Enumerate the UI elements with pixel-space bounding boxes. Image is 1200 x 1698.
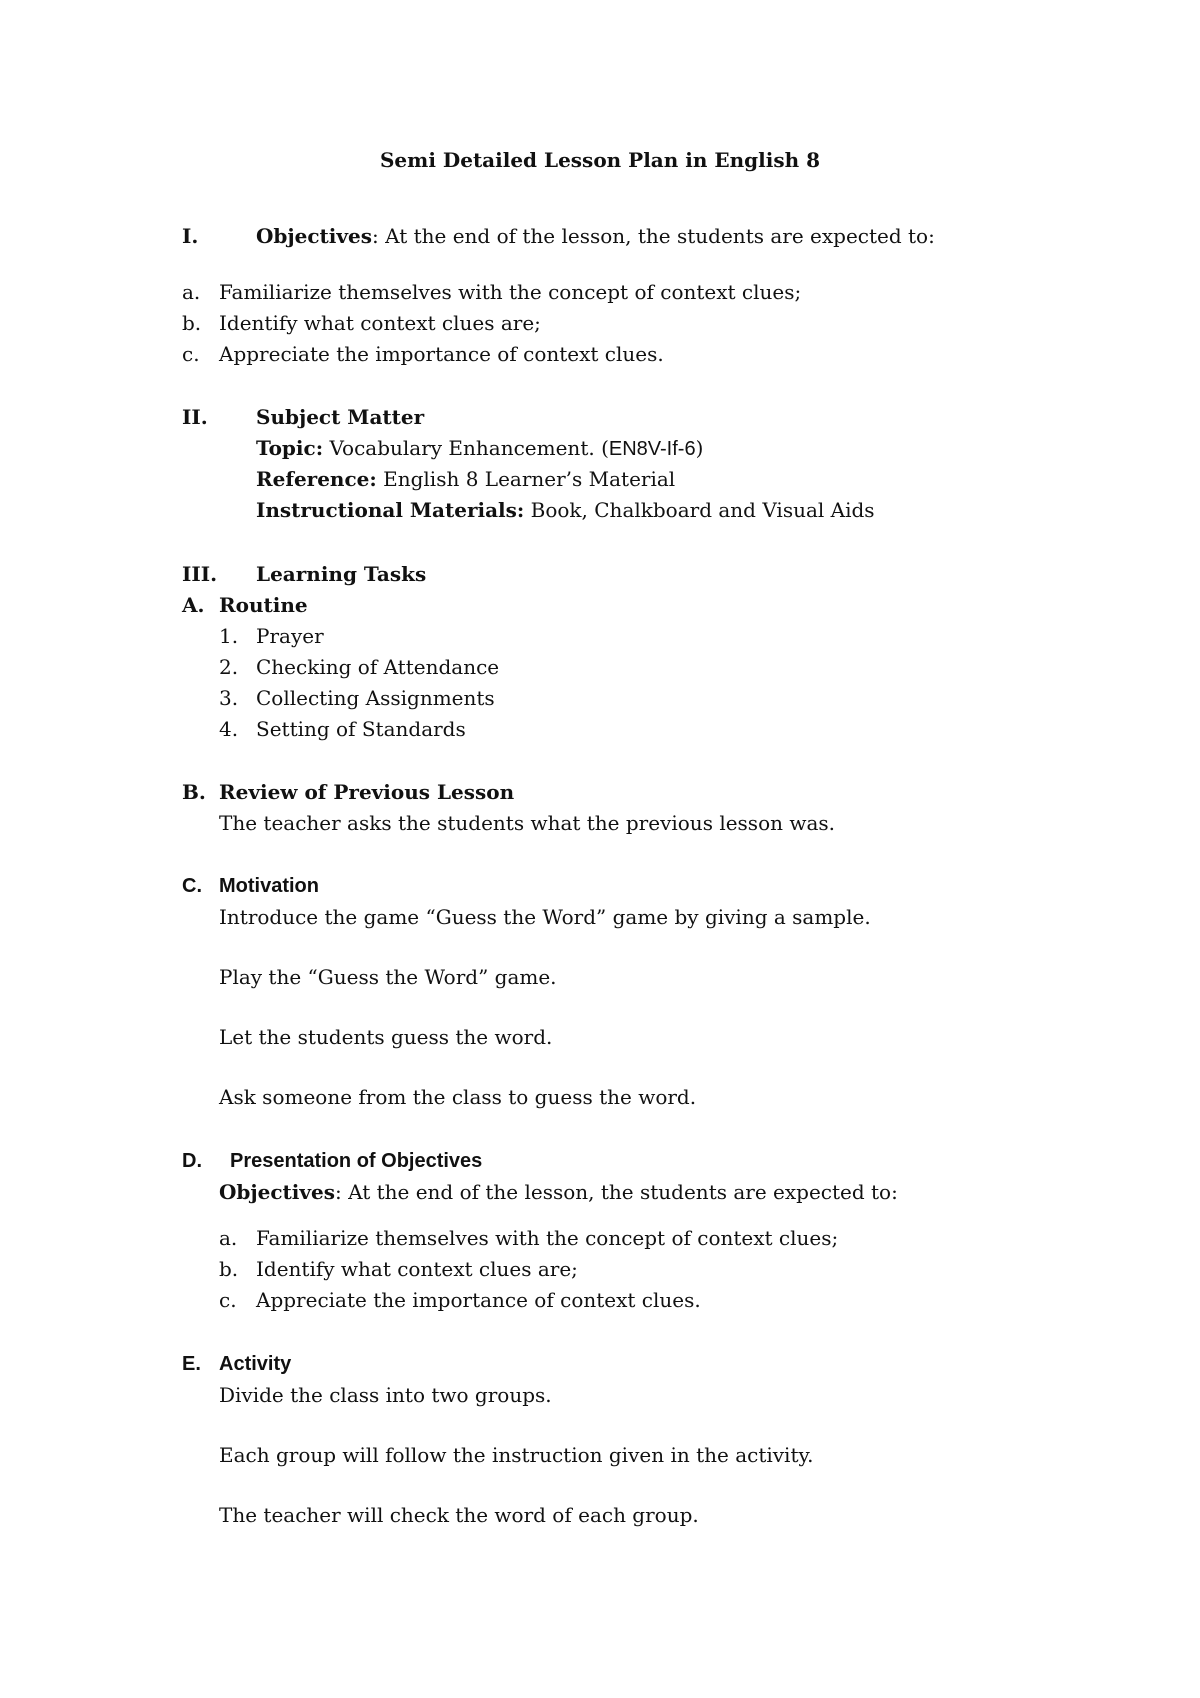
objectives-text: : At the end of the lesson, the students are expected to:: [335, 1180, 898, 1204]
subsection-letter: A.: [182, 593, 205, 617]
subsection-letter: E.: [182, 1353, 201, 1375]
list-item: Collecting Assignments: [256, 686, 495, 710]
subsection-heading: Presentation of Objectives: [230, 1150, 483, 1172]
objectives-line: [219, 1179, 898, 1205]
materials-label: Instructional Materials:: [256, 498, 525, 522]
list-marker: 2.: [219, 655, 239, 679]
paragraph: Each group will follow the instruction given in the activity.: [219, 1443, 814, 1467]
subsection-heading: Routine: [219, 593, 308, 617]
section-numeral: I.: [182, 224, 199, 248]
list-marker: a.: [182, 280, 201, 304]
list-marker: 3.: [219, 686, 239, 710]
subsection-letter: B.: [182, 780, 206, 804]
subsection-heading: Motivation: [219, 875, 319, 897]
materials-value: Book, Chalkboard and Visual Aids: [530, 498, 875, 522]
reference-value: English 8 Learner’s Material: [383, 467, 676, 491]
paragraph: Let the students guess the word.: [219, 1025, 553, 1049]
list-item: Prayer: [256, 624, 324, 648]
subsection-letter: D.: [182, 1150, 202, 1172]
list-item: Checking of Attendance: [256, 655, 500, 679]
topic-code: EN8V-If-6: [608, 438, 696, 460]
list-marker: 4.: [219, 717, 239, 741]
section-heading: Learning Tasks: [256, 562, 427, 586]
reference-label: Reference:: [256, 467, 377, 491]
topic-value: Vocabulary Enhancement. (: [329, 436, 609, 460]
subsection-heading: Review of Previous Lesson: [219, 780, 515, 804]
section-heading: Subject Matter: [256, 405, 425, 429]
section-numeral: II.: [182, 405, 208, 429]
list-marker: b.: [219, 1257, 239, 1281]
materials-line: [256, 497, 875, 523]
subsection-letter: C.: [182, 875, 202, 897]
paragraph: The teacher asks the students what the previous lesson was.: [219, 811, 836, 835]
section-numeral: III.: [182, 562, 218, 586]
objectives-label: Objectives: [219, 1180, 335, 1204]
objectives-label: Objectives: [256, 224, 372, 248]
list-item: Familiarize themselves with the concept of context clues;: [219, 280, 802, 304]
list-marker: 1.: [219, 624, 239, 648]
list-item: Identify what context clues are;: [219, 311, 541, 335]
list-item: Appreciate the importance of context clues.: [256, 1288, 701, 1312]
list-marker: c.: [219, 1288, 237, 1312]
list-item: Identify what context clues are;: [256, 1257, 578, 1281]
paragraph: Introduce the game “Guess the Word” game by giving a sample.: [219, 905, 871, 929]
topic-line: [256, 435, 703, 462]
topic-close: ): [695, 436, 704, 460]
list-item: Setting of Standards: [256, 717, 466, 741]
paragraph: Divide the class into two groups.: [219, 1383, 552, 1407]
page-title: Semi Detailed Lesson Plan in English 8: [379, 148, 821, 172]
objectives-line: [256, 223, 935, 249]
paragraph: The teacher will check the word of each group.: [219, 1503, 699, 1527]
list-marker: b.: [182, 311, 202, 335]
subsection-heading: Activity: [219, 1353, 292, 1375]
objectives-text: : At the end of the lesson, the students are expected to:: [372, 224, 935, 248]
paragraph: Play the “Guess the Word” game.: [219, 965, 557, 989]
paragraph: Ask someone from the class to guess the word.: [219, 1085, 697, 1109]
list-item: Familiarize themselves with the concept of context clues;: [256, 1226, 839, 1250]
list-marker: c.: [182, 342, 200, 366]
reference-line: [256, 466, 675, 492]
topic-label: Topic:: [256, 436, 324, 460]
list-marker: a.: [219, 1226, 238, 1250]
list-item: Appreciate the importance of context clues.: [219, 342, 664, 366]
